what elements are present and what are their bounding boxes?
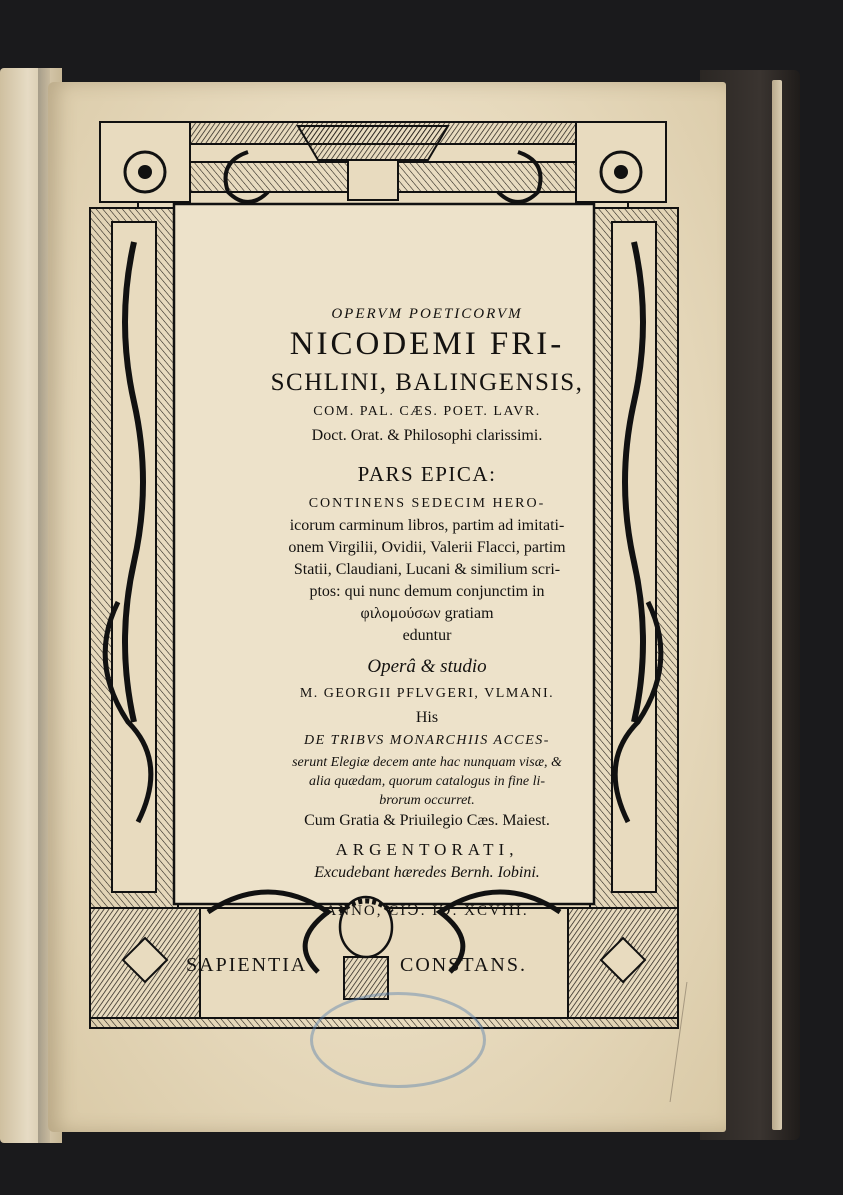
title-line-10: Statii, Claudiani, Lucani & similium scri- [293, 561, 561, 578]
motto-right: CONSTANS. [400, 954, 527, 976]
title-line-1: OPERVM POETICORVM [331, 306, 523, 322]
title-line-3: SCHLINI, BALINGENSIS, [270, 369, 584, 396]
title-line-13: eduntur [402, 627, 452, 644]
title-line-23: Excudebant hæredes Bernh. Iobini. [314, 864, 540, 881]
title-line-18: serunt Elegiæ decem ante hac nunquam visæ, & [292, 755, 562, 770]
motto-left: SAPIENTIA [186, 954, 308, 976]
frame-left-column [90, 208, 178, 908]
title-line-4: COM. PAL. CÆS. POET. LAVR. [313, 404, 541, 419]
title-line-9: onem Virgilii, Ovidii, Valerii Flacci, partim [288, 539, 566, 556]
title-line-11: ptos: qui nunc demum conjunctim in [309, 583, 545, 600]
corner-medallion-top-right [576, 122, 666, 202]
title-line-5: Doct. Orat. & Philosophi clarissimi. [311, 427, 543, 444]
title-page [48, 82, 726, 1132]
corner-medallion-top-left [100, 122, 190, 202]
title-line-24: ANNO, CIↃ. IↃ. XCVIII. [325, 903, 529, 919]
title-line-19: alia quædam, quorum catalogus in fine li- [308, 774, 546, 789]
title-line-20: brorum occurret. [379, 793, 475, 808]
title-line-7: CONTINENS SEDECIM HERO- [308, 496, 546, 511]
title-line-6: PARS EPICA: [357, 462, 497, 486]
title-line-16: His [415, 709, 439, 726]
title-line-22: ARGENTORATI, [335, 840, 519, 859]
title-line-14: Operâ & studio [367, 656, 487, 677]
title-line-2: NICODEMI FRI- [289, 326, 565, 362]
library-stamp [310, 992, 486, 1088]
title-line-15: M. GEORGII PFLVGERI, VLMANI. [299, 686, 555, 701]
title-line-8: icorum carminum libros, partim ad imitati- [289, 517, 565, 534]
title-text-block [226, 300, 628, 922]
title-line-17: DE TRIBVS MONARCHIIS ACCES- [304, 733, 550, 748]
title-line-12: φιλομούσων gratiam [360, 605, 494, 622]
title-line-21: Cum Gratia & Priuilegio Cæs. Maiest. [304, 812, 550, 829]
